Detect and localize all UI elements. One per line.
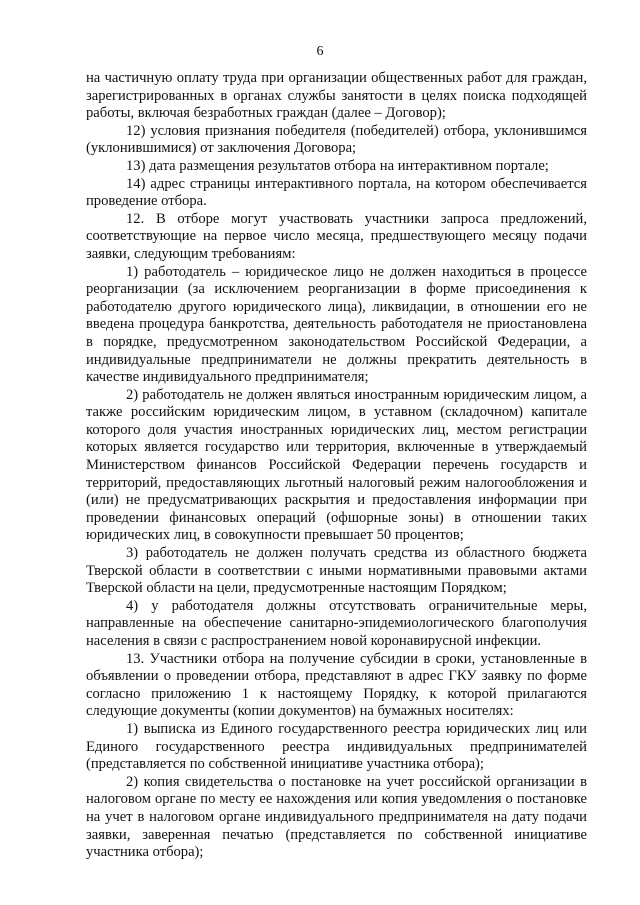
paragraph-document-2: 2) копия свидетельства о постановке на учет российской организации в налоговом органе по месту ее нахождения или копия уведомления о постановке на учет в налоговом органе индивидуального предпринимателя на дату подачи заявки, заверенная печатью (представляется по собственной инициативе участника отбора); xyxy=(86,773,587,861)
page-number: 6 xyxy=(316,44,324,59)
paragraph-section-13: 13. Участники отбора на получение субсидии в сроки, установленные в объявлении о проведении отбора, представляют в адрес ГКУ заявку по форме согласно приложению 1 к настоящему Порядку, к которой прилагаются следующие документы (копии документов) на бумажных носителях: xyxy=(86,650,587,720)
document-body xyxy=(86,70,587,862)
paragraph-item-14-portal-address: 14) адрес страницы интерактивного портала, на котором обеспечивается проведение отбора. xyxy=(86,175,587,210)
paragraph-item-12-conditions: 12) условия признания победителя (победителей) отбора, уклонившимся (уклонившимися) от заключения Договора; xyxy=(86,122,587,157)
paragraph-continuation: на частичную оплату труда при организации общественных работ для граждан, зарегистрированных в органах службы занятости в целях поиска подходящей работы, включая безработных граждан (далее – Договор); xyxy=(86,70,587,122)
paragraph-requirement-4: 4) у работодателя должны отсутствовать ограничительные меры, направленные на обеспечение санитарно-эпидемиологического благополучия населения в связи с распространением новой коронавирусной инфекции. xyxy=(86,597,587,649)
paragraph-requirement-3: 3) работодатель не должен получать средства из областного бюджета Тверской области в соответствии с иными нормативными правовыми актами Тверской области на цели, предусмотренные настоящим Порядком; xyxy=(86,545,587,597)
paragraph-document-1: 1) выписка из Единого государственного реестра юридических лиц или Единого государственного реестра индивидуальных предпринимателей (представляется по собственной инициативе участника отбора); xyxy=(86,720,587,773)
paragraph-requirement-1: 1) работодатель – юридическое лицо не должен находиться в процессе реорганизации (за исключением реорганизации в форме присоединения к работодателю другого юридического лица), ликвидации, в отношении его не введена процедура банкротства, деятельность работодателя не приостановлена в порядке, предусмотренном законодательством Российской Федерации, а индивидуальные предприниматели не должны прекратить деятельность в качестве индивидуального предпринимателя; xyxy=(86,263,587,386)
paragraph-section-12: 12. В отборе могут участвовать участники запроса предложений, соответствующие на первое число месяца, предшествующего месяцу подачи заявки, следующим требованиям: xyxy=(86,210,587,262)
paragraph-requirement-2: 2) работодатель не должен являться иностранным юридическим лицом, а также российским юридическим лицом, в уставном (складочном) капитале которого доля участия иностранных юридических лиц, местом регистрации которых является государство или территория, включенные в утверждаемый Министерством финансов Российской Федерации перечень государств и территорий, предоставляющих льготный налоговый режим налогообложения и (или) не предусматривающих раскрытия и предоставления информации при проведении финансовых операций (офшорные зоны) в отношении таких юридических лиц, в совокупности превышает 50 процентов; xyxy=(86,386,587,544)
paragraph-item-13-results-date: 13) дата размещения результатов отбора на интерактивном портале; xyxy=(126,157,549,174)
